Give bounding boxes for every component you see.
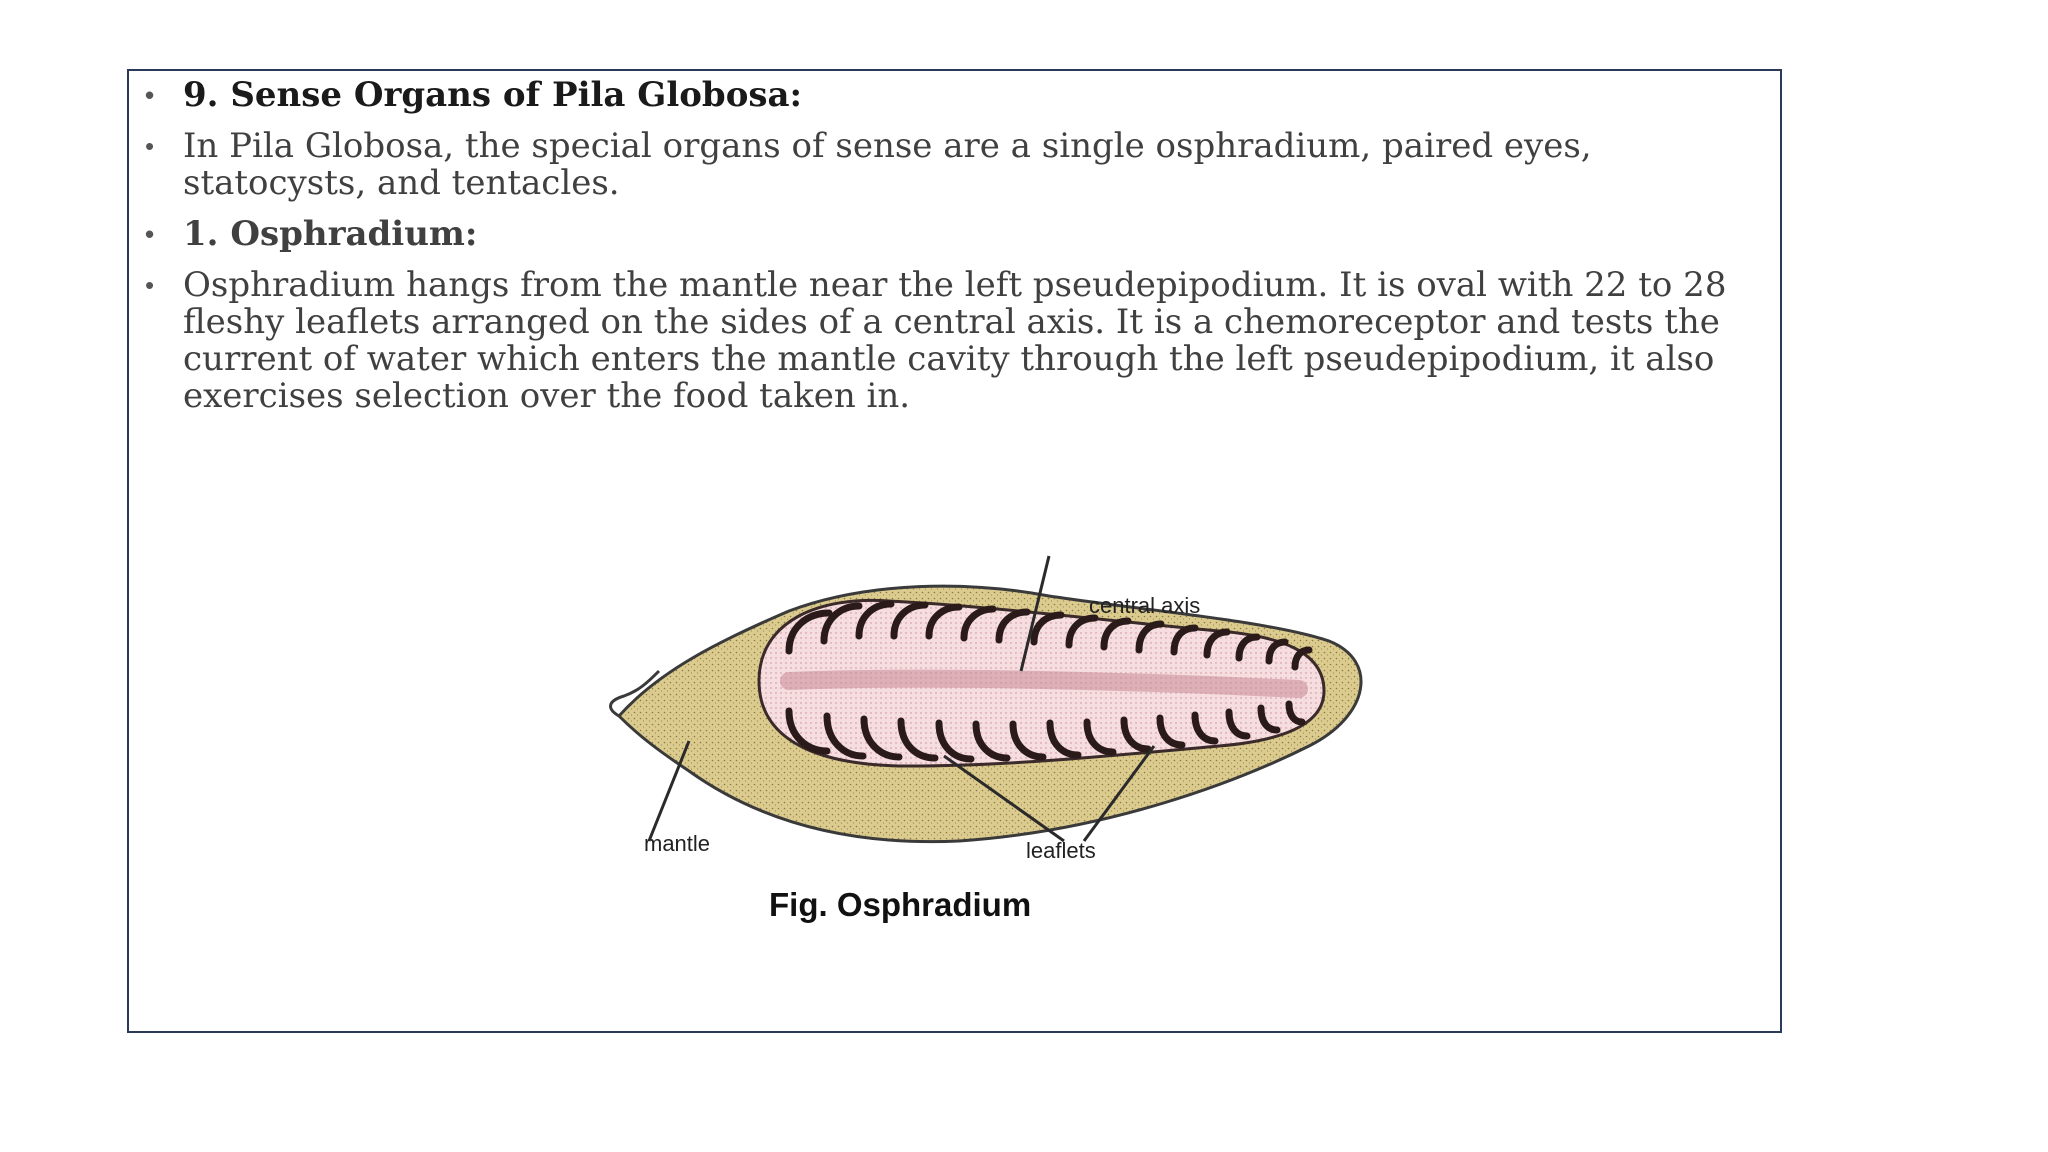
bullet-dot: • [145,270,155,300]
label-leaflets: leaflets [1026,838,1096,863]
slide-frame [127,69,1782,1033]
subheading: 1. Osphradium: [183,214,478,254]
description-text: Osphradium hangs from the mantle near the left pseudepipodium. It is oval with 22 to 28 fleshy leaflets arranged on the sides of a central axis. It is a chemoreceptor and tests the current of water which enters the mantle cavity through the left pseudepipodium, it also exercises selection over the food taken in. [183,265,1727,416]
bullet-subheading [145,216,1775,253]
bullet-intro [145,128,1775,202]
bullet-dot: • [145,131,155,161]
label-central-axis: central axis [1089,593,1201,618]
figure-caption: Fig. Osphradium [769,886,1032,923]
bullet-dot: • [145,80,155,110]
section-heading: 9. Sense Organs of Pila Globosa: [183,75,803,115]
bullet-dot: • [145,219,155,249]
bullet-list [145,77,1775,429]
label-mantle: mantle [644,831,711,856]
bullet-section-heading [145,77,1775,114]
intro-text: In Pila Globosa, the special organs of sense are a single osphradium, paired eyes, statocysts, and tentacles. [183,126,1592,203]
bullet-description [145,267,1775,415]
osphradium-illustration [489,501,1489,921]
